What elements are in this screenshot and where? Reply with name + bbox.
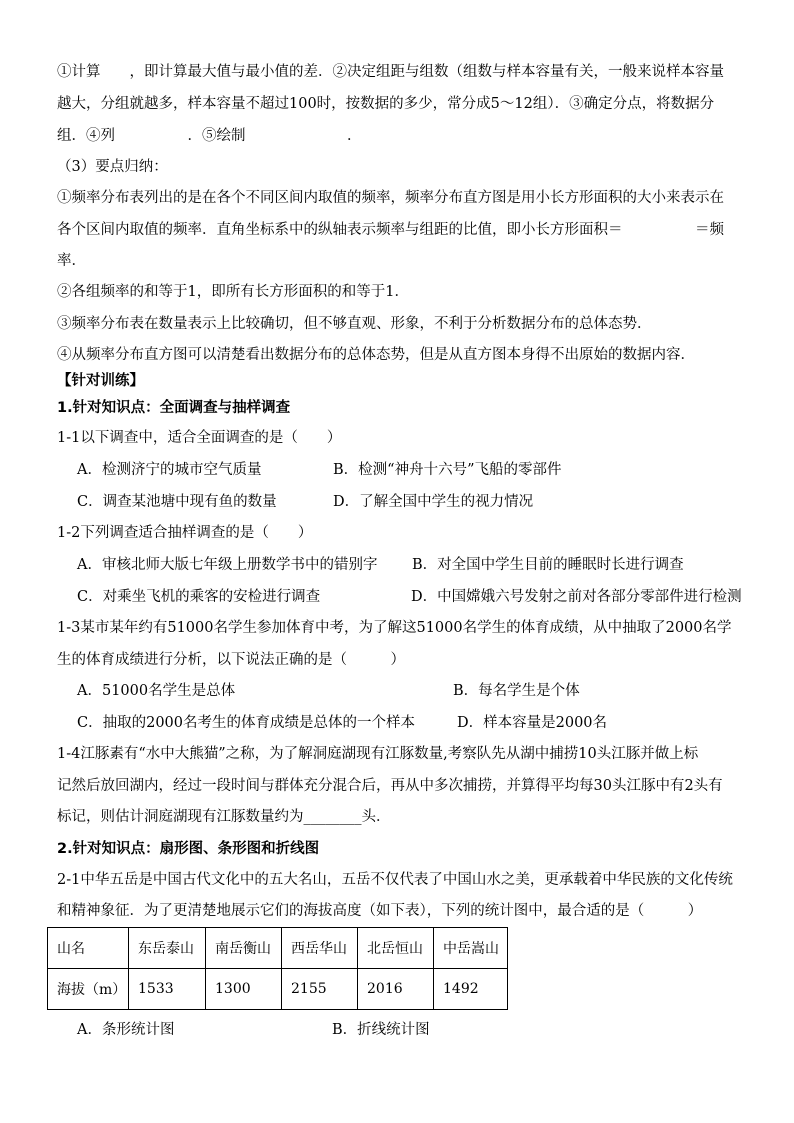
question-stem: 1-2下列调查适合抽样调查的是（ ） [57,525,313,541]
question-stem: 记然后放回湖内，经过一段时间与群体充分混合后，再从中多次捕捞，并算得平均每30头江豚中有2头有 [57,778,723,794]
table-row [48,969,508,1010]
table-cell: 1533 [129,969,206,1010]
table-cell: 海拔（m） [48,969,129,1010]
option-a: A．条形统计图 [77,1022,175,1038]
table-cell: 1300 [206,969,282,1010]
option-c: C．调查某池塘中现有鱼的数量 [77,494,277,510]
text-line: ③频率分布表在数量表示上比较确切，但不够直观、形象，不利于分析数据分布的总体态势． [57,316,652,332]
question-stem: 1-4江豚素有“水中大熊猫”之称，为了解洞庭湖现有江豚数量,考察队先从湖中捕捞10头江豚并做上标 [57,746,699,762]
question-stem: 和精神象征．为了更清楚地展示它们的海拔高度（如下表），下列的统计图中，最合适的是（ ） [57,903,703,919]
option-a: A．审核北师大版七年级上册数学书中的错别字 [77,557,378,573]
table-cell: 中岳嵩山 [434,928,508,969]
option-d: D．样本容量是2000名 [457,715,608,731]
topic-heading: 1.针对知识点：全面调查与抽样调查 [57,400,291,416]
table-header-row [48,928,508,969]
option-c: C．抽取的2000名考生的体育成绩是总体的一个样本 [77,715,415,731]
question-stem: 2-1中华五岳是中国古代文化中的五大名山，五岳不仅代表了中国山水之美，更承载着中华民族的文化传统 [57,872,733,888]
text-line: ①频率分布表列出的是在各个不同区间内取值的频率，频率分布直方图是用小长方形面积的大小来表示在 [57,190,724,206]
question-stem: 1-1以下调查中，适合全面调查的是（ ） [57,430,342,446]
table-cell: 1492 [434,969,508,1010]
table-cell: 2016 [358,969,434,1010]
question-stem: 1-3某市某年约有51000名学生参加体育中考，为了解这51000名学生的体育成绩，从中抽取了2000名学 [57,620,732,636]
table-cell: 南岳衡山 [206,928,282,969]
topic-heading: 2.针对知识点：扇形图、条形图和折线图 [57,841,320,857]
option-b: B．每名学生是个体 [453,683,580,699]
option-b: B．检测“神舟十六号”飞船的零部件 [333,462,562,478]
option-d: D．中国嫦娥六号发射之前对各部分零部件进行检测 [411,589,742,605]
text-line: 率． [57,253,86,269]
text-line: 各个区间内取值的频率．直角坐标系中的纵轴表示频率与组距的比值，即小长方形面积＝ ＝频 [57,222,724,238]
mountain-altitude-table [47,927,508,1010]
text-line: ①计算 ，即计算最大值与最小值的差．②决定组距与组数（组数与样本容量有关，一般来说样本容量 [57,64,724,80]
table-cell: 西岳华山 [282,928,358,969]
option-c: C．对乘坐飞机的乘客的安检进行调查 [77,589,321,605]
section-header: 【针对训练】 [57,373,144,389]
subheading: （3）要点归纳： [57,159,168,175]
text-line: 越大，分组就越多，样本容量不超过100时，按数据的多少，常分成5～12组）．③确定分点，将数据分 [57,96,715,112]
option-b: B．折线统计图 [332,1022,430,1038]
option-a: A．51000名学生是总体 [77,683,236,699]
text-line: ④从频率分布直方图可以清楚看出数据分布的总体态势，但是从直方图本身得不出原始的数据内容． [57,347,695,363]
option-d: D．了解全国中学生的视力情况 [333,494,534,510]
table-cell: 山名 [48,928,129,969]
table-cell: 北岳恒山 [358,928,434,969]
table-cell: 东岳泰山 [129,928,206,969]
table-cell: 2155 [282,969,358,1010]
text-line: ②各组频率的和等于1，即所有长方形面积的和等于1． [57,284,409,300]
option-a: A．检测济宁的城市空气质量 [77,462,262,478]
text-line: 组．④列 ．⑤绘制 ． [57,128,362,144]
question-stem: 标记，则估计洞庭湖现有江豚数量约为________头． [57,809,391,825]
option-b: B．对全国中学生目前的睡眠时长进行调查 [412,557,684,573]
question-stem: 生的体育成绩进行分析，以下说法正确的是（ ） [57,652,405,668]
